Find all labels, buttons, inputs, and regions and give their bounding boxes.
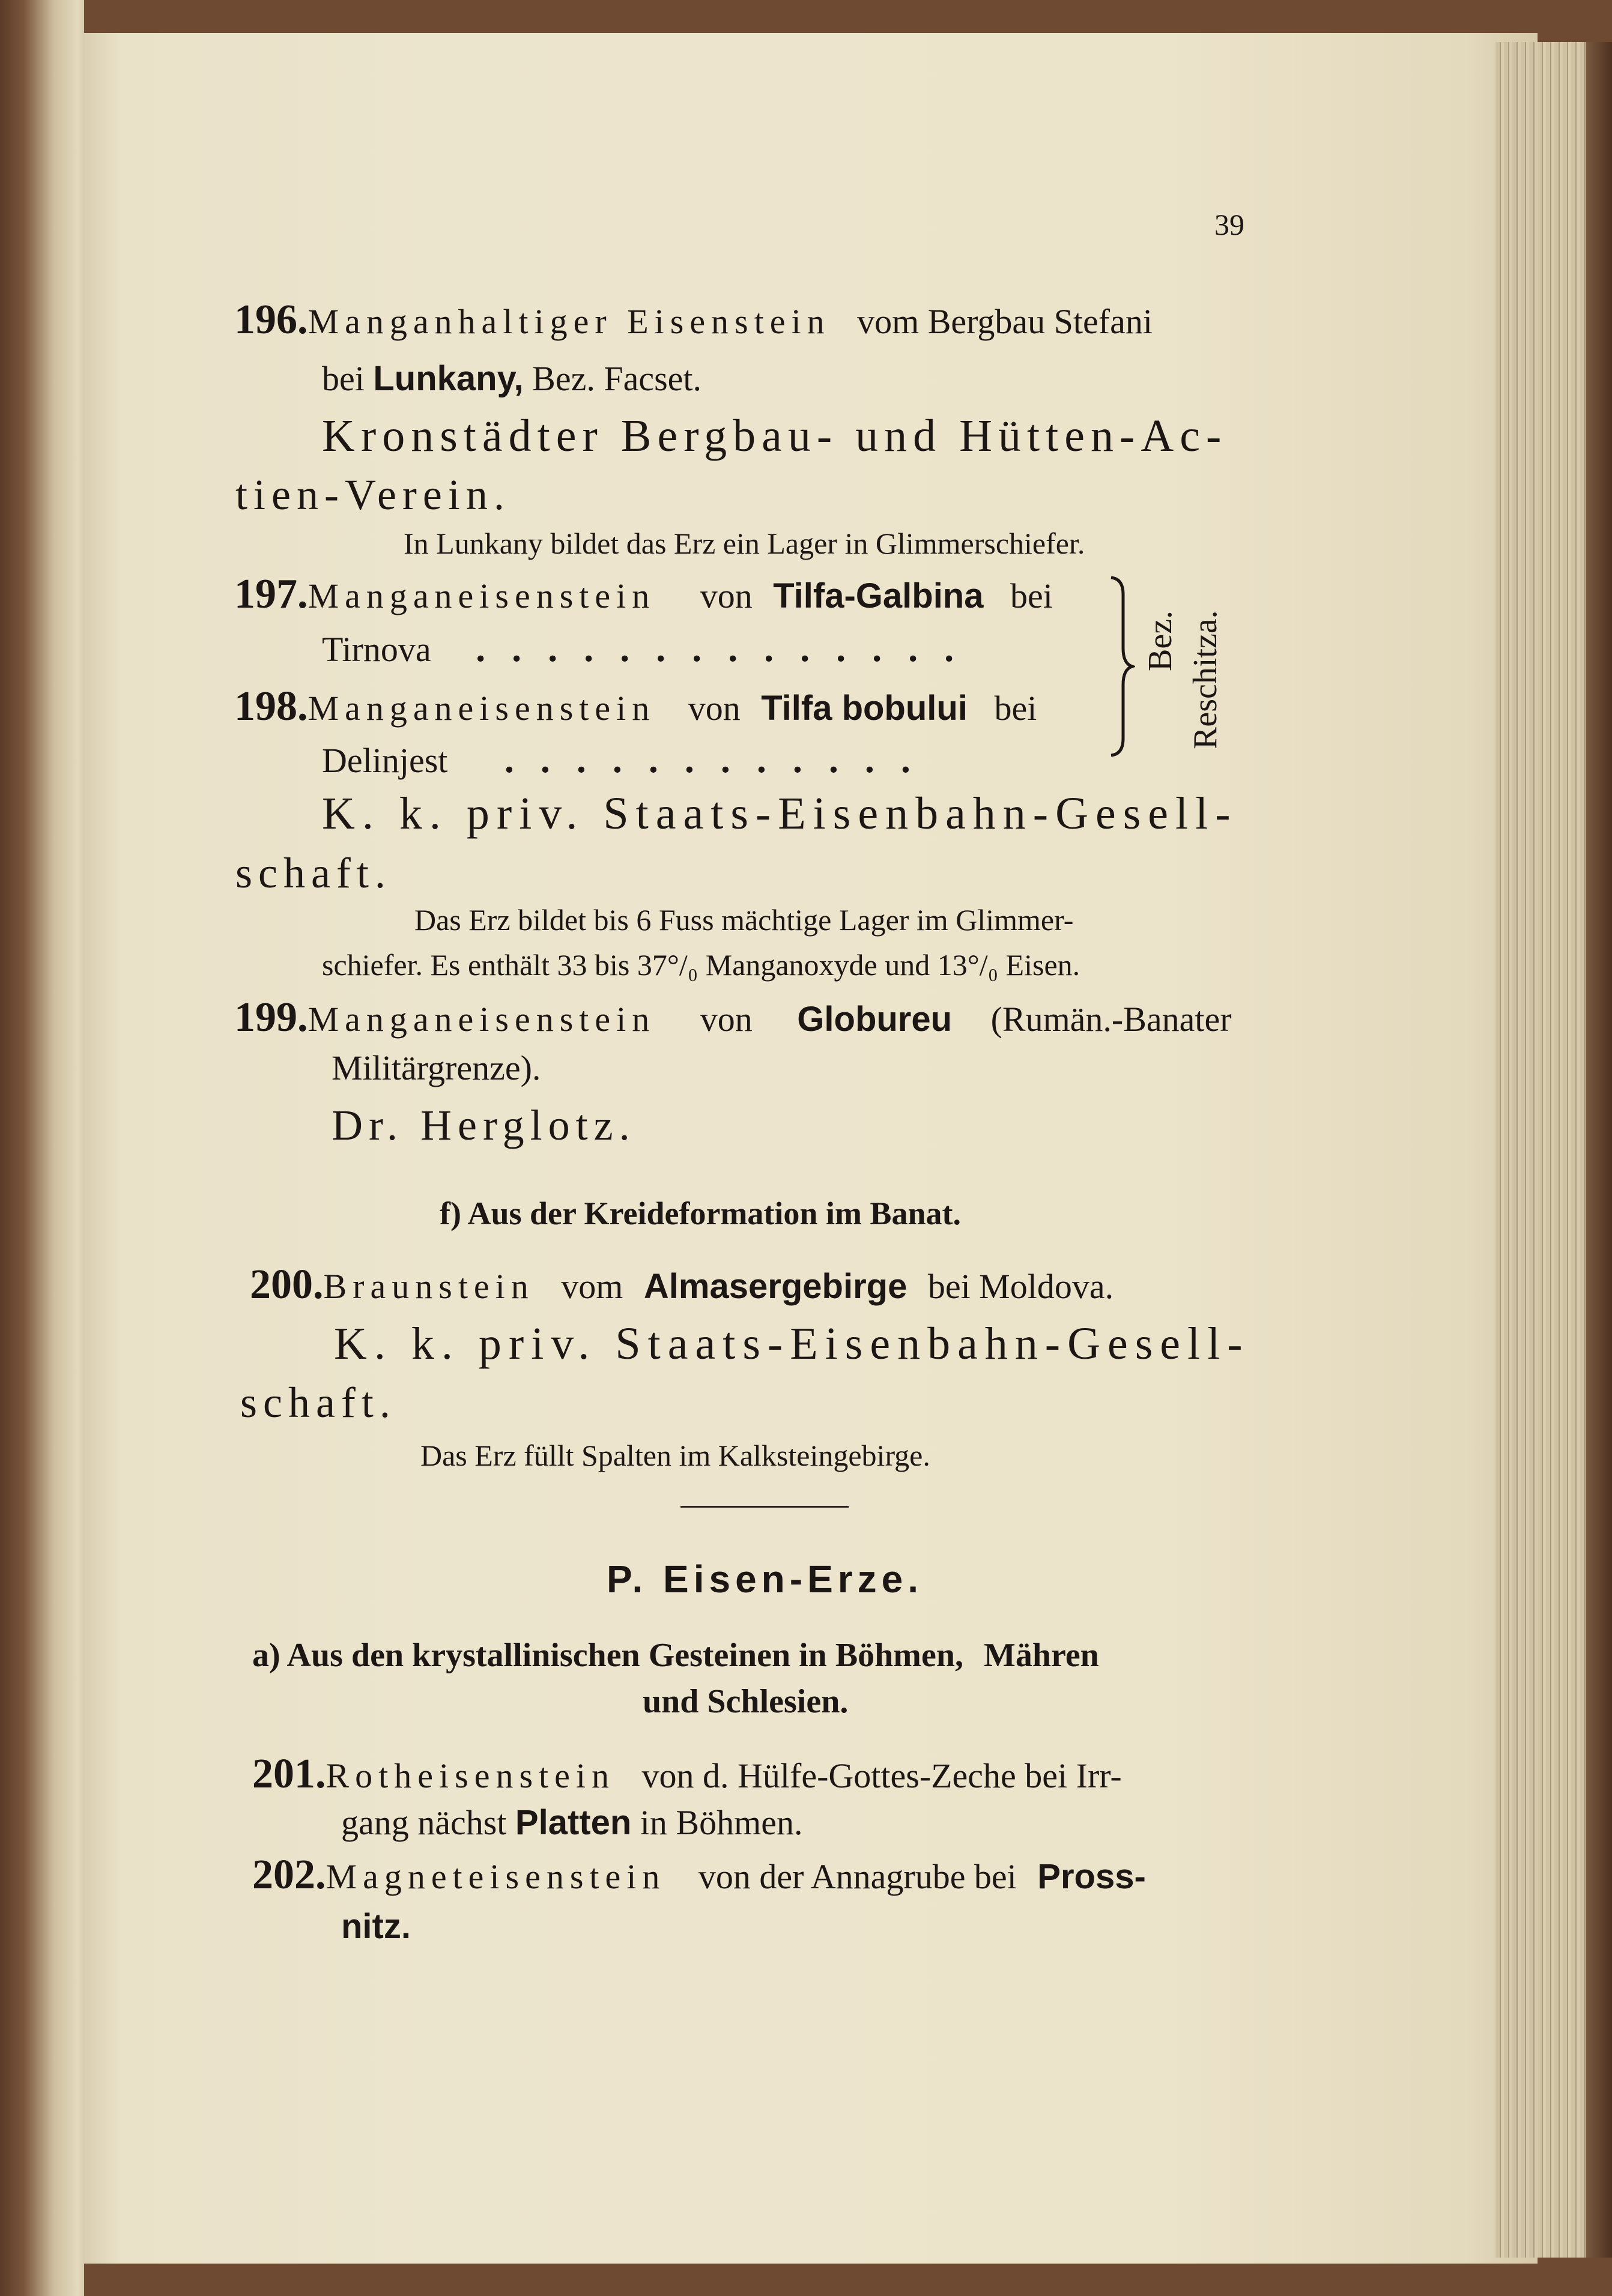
entry-201-line2 bbox=[341, 1802, 802, 1843]
book-shadow bbox=[1586, 42, 1612, 2258]
entry-202-line2: nitz. bbox=[341, 1907, 411, 1946]
section-heading-a-line2: und Schlesien. bbox=[643, 1683, 849, 1720]
entry-text: von bbox=[700, 1000, 753, 1039]
bracket-label-bez: Bez. bbox=[1142, 610, 1179, 671]
entry-200 bbox=[250, 1261, 1114, 1309]
section-heading-a-line1 bbox=[252, 1636, 1099, 1675]
entry-text: in Böhmen. bbox=[640, 1803, 803, 1842]
note-196: In Lunkany bildet das Erz ein Lager in Glimmerschiefer. bbox=[404, 527, 1085, 560]
entry-196-line2 bbox=[322, 358, 701, 399]
leader-dots: . . . . . . . . . . . . . . bbox=[476, 627, 963, 669]
book-page bbox=[84, 33, 1538, 2264]
grouping-brace bbox=[1099, 570, 1135, 763]
entry-198 bbox=[234, 683, 1037, 731]
locality-name: Almasergebirge bbox=[643, 1267, 908, 1306]
locality-name: Tilfa-Galbina bbox=[773, 576, 984, 615]
entry-title: Manganeisenstein bbox=[308, 576, 656, 615]
leader-dots: . . . . . . . . . . . . bbox=[504, 738, 919, 781]
entry-number: 198. bbox=[234, 683, 308, 730]
entry-text: vom Bergbau Stefani bbox=[857, 302, 1153, 341]
section-heading-f: f) Aus der Kreideformation im Banat. bbox=[440, 1195, 961, 1231]
donor-200-line2: schaft. bbox=[240, 1379, 396, 1427]
entry-text: Tirnova bbox=[322, 630, 431, 669]
entry-text: (Rumän.-Banater bbox=[990, 1000, 1232, 1039]
bracket-label-reschitza: Reschitza. bbox=[1187, 610, 1224, 749]
entry-text: Bez. Facset. bbox=[532, 359, 701, 398]
entry-199 bbox=[234, 994, 1232, 1042]
entry-text: bei bbox=[994, 689, 1037, 728]
entry-title: Rotheisenstein bbox=[326, 1756, 616, 1795]
entry-text: von d. Hülfe-Gottes-Zeche bei Irr- bbox=[641, 1756, 1122, 1795]
entry-text: vom bbox=[561, 1267, 623, 1306]
entry-title: Braunstein bbox=[323, 1267, 535, 1306]
donor-198-line1: K. k. priv. Staats-Eisenbahn-Gesell- bbox=[322, 788, 1238, 839]
page-edges bbox=[1495, 42, 1586, 2258]
entry-197-line2 bbox=[322, 626, 962, 671]
entry-number: 202. bbox=[252, 1852, 326, 1898]
donor-198-line2: schaft. bbox=[235, 849, 392, 897]
entry-text: bei bbox=[322, 359, 365, 398]
entry-number: 201. bbox=[252, 1751, 326, 1797]
entry-text: von bbox=[700, 576, 753, 615]
entry-title: Manganeisenstein bbox=[308, 1000, 656, 1039]
donor-199: Dr. Herglotz. bbox=[332, 1101, 636, 1149]
entry-number: 197. bbox=[234, 571, 308, 617]
entry-text: von der Annagrube bei bbox=[698, 1857, 1017, 1896]
entry-198-line2 bbox=[322, 737, 919, 782]
entry-202 bbox=[252, 1851, 1146, 1899]
entry-text: Delinjest bbox=[322, 741, 448, 780]
section-heading-text: Mähren bbox=[983, 1637, 1099, 1674]
chapter-heading: P. Eisen-Erze. bbox=[607, 1557, 924, 1601]
entry-title: Magneteisenstein bbox=[326, 1857, 666, 1896]
entry-199-line2: Militärgrenze). bbox=[332, 1048, 541, 1087]
entry-number: 200. bbox=[250, 1261, 324, 1308]
entry-title: Manganhaltiger Eisenstein bbox=[308, 302, 831, 341]
book-binding bbox=[0, 0, 84, 2296]
donor-196-line1: Kronstädter Bergbau- und Hütten-Ac- bbox=[322, 411, 1228, 461]
section-heading-text: a) Aus den krystallinischen Gesteinen in Böhmen, bbox=[252, 1637, 963, 1674]
entry-text: bei bbox=[1010, 576, 1053, 615]
note-198-line2: schiefer. Es enthält 33 bis 37°/₀ Manganoxyde und 13°/₀ Eisen. bbox=[322, 948, 1080, 982]
page-number: 39 bbox=[1214, 208, 1244, 241]
donor-200-line1: K. k. priv. Staats-Eisenbahn-Gesell- bbox=[334, 1319, 1250, 1369]
locality-name: Globureu bbox=[797, 1000, 953, 1039]
entry-title: Manganeisenstein bbox=[308, 689, 656, 728]
section-divider bbox=[680, 1506, 849, 1508]
entry-text: gang nächst bbox=[341, 1803, 507, 1842]
locality-name: Tilfa bobului bbox=[761, 689, 968, 728]
locality-name: Lunkany, bbox=[373, 359, 524, 398]
locality-name: Pross- bbox=[1037, 1857, 1146, 1896]
entry-201 bbox=[252, 1750, 1122, 1798]
entry-197 bbox=[234, 570, 1053, 618]
note-200: Das Erz füllt Spalten im Kalksteingebirge. bbox=[420, 1439, 930, 1472]
entry-number: 196. bbox=[234, 297, 308, 343]
entry-196 bbox=[234, 296, 1153, 344]
entry-text: bei Moldova. bbox=[927, 1267, 1114, 1306]
entry-text: von bbox=[688, 689, 741, 728]
entry-number: 199. bbox=[234, 994, 308, 1041]
note-198-line1: Das Erz bildet bis 6 Fuss mächtige Lager im Glimmer- bbox=[414, 903, 1074, 937]
donor-196-line2: tien-Verein. bbox=[235, 471, 511, 519]
locality-name: Platten bbox=[515, 1803, 632, 1842]
